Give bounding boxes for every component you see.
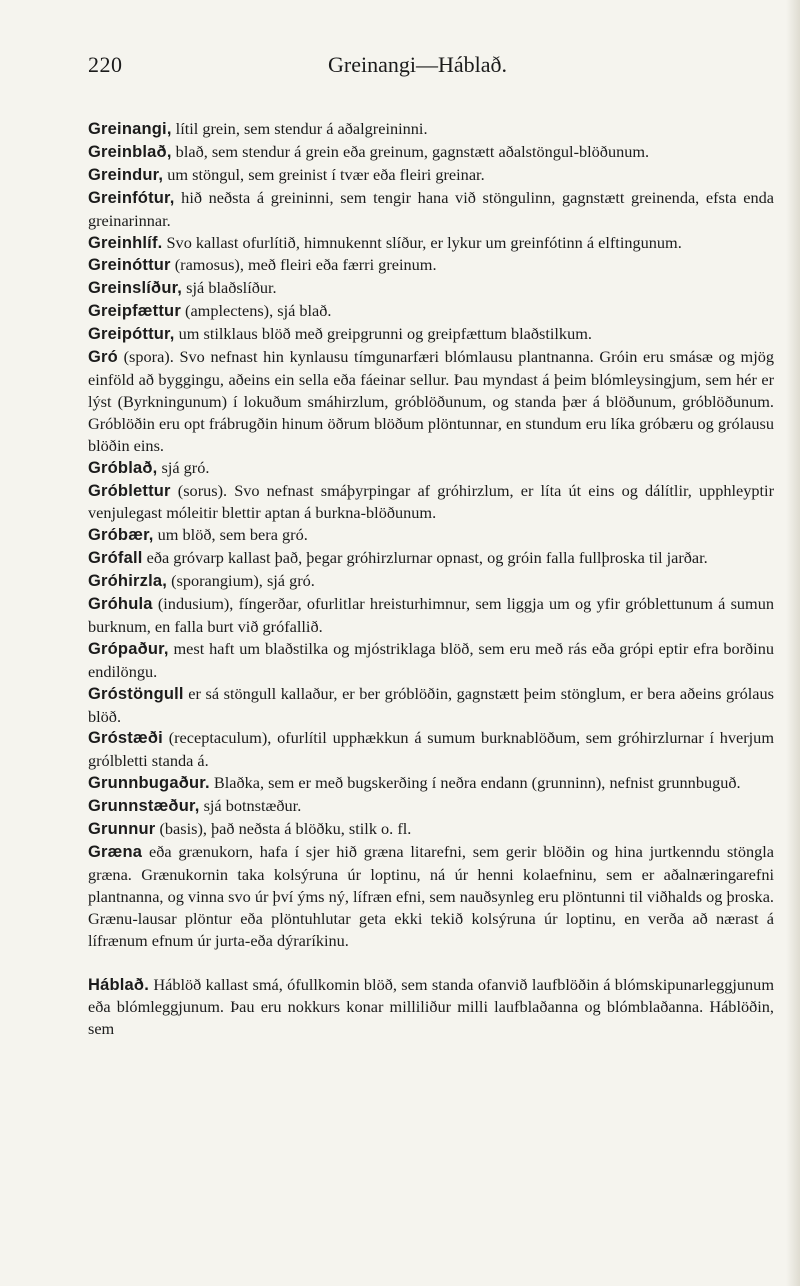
headword: Grópaður,: [88, 639, 169, 658]
glossary-entry: [88, 277, 774, 300]
headword: Gróstöngull: [88, 684, 184, 703]
definition: er sá stöngull kallaður, er ber gróblöðin, gagnstætt þeim stönglum, er bera aðeins grólaus blöð.: [88, 683, 774, 726]
glossary-entry: [88, 593, 774, 638]
definition: (receptaculum), ofurlítil upphækkun á sumum burknablöðum, sem gróhirzlurnar í hverjum grólbletti standa á.: [88, 728, 774, 771]
headword: Greinhlíf.: [88, 233, 163, 252]
headword: Greinangi,: [88, 120, 172, 138]
glossary-entry: [88, 570, 774, 593]
definition: sjá gró.: [157, 457, 210, 477]
headword: Greinslíður,: [88, 279, 183, 298]
glossary-entry: [88, 683, 774, 728]
definition: (sorus). Svo nefnast smáþyrpingar af gróhirzlum, er líta út eins og dálítlir, upphleyptir venjulegast móleitir blettir aptan á burkna-blöðunum.: [88, 480, 774, 523]
definition: um stöngul, sem greinist í tvær eða fleiri greinar.: [163, 164, 485, 184]
definition: (ramosus), með fleiri eða færri greinum.: [170, 255, 437, 275]
headword: Greipfættur: [88, 302, 181, 321]
headword: Greinblað,: [88, 142, 172, 161]
page: [88, 52, 774, 1040]
glossary-entry: [88, 346, 774, 457]
definition: Blaðka, sem er með bugskerðing í neðra endann (grunninn), nefnist grunnbuguð.: [209, 773, 741, 793]
definition: um blöð, sem bera gró.: [153, 525, 308, 545]
glossary-entry: [88, 638, 774, 683]
glossary-entry: [88, 141, 774, 164]
definition: eða grænukorn, hafa í sjer hið græna litarefni, sem gerir blöðin og hina jurtkenndu stöngla græna. Grænukornin taka kolsýruna úr loptinu, ná úr henni kolaefninu, sem er aðalnæringarefni plantnanna, og vinna svo úr því ýms ný, lífræn efni, sem nauðsynleg eru plöntunni til viðhalds og þroska. Grænu-lausar plöntur eða plöntuhlutar geta ekki tekið kolsýruna úr loptinu, en verða að nærast á lífrænum efnum úr jurta-eða dýraríkinu.: [88, 842, 774, 950]
page-edge-shadow: [786, 0, 800, 1286]
glossary-entry: [88, 323, 774, 346]
definition: (spora). Svo nefnast hin kynlausu tímgunarfæri blómlausu plantnanna. Gróin eru smásæ og mjög einföld að byggingu, aðeins ein sella eða fáeinar sellur. Þau myndast á þeim blómleysingjum, sem hér er lýst (Byrkningunum) í lokuðum smáhirzlum, gróblöðunum, og standa þær á blöðunum, gróblöðunum. Gróblöðin eru opt frábrugðin hinum öðrum blöðum plöntunnar, en stundum eru líka gróbæru og grólausu blöðin eins.: [88, 347, 774, 455]
glossary-entry: [88, 164, 774, 187]
page-header: [88, 52, 774, 82]
definition: (indusium), fíngerðar, ofurlitlar hreisturhimnur, sem liggja um og yfir gróblettunum á sumun burknum, en falla burt við grófallið.: [88, 594, 774, 636]
definition: Svo kallast ofurlítið, himnukennt slíður, er lykur um greinfótinn á elftingunum.: [162, 232, 682, 252]
glossary-entries: [88, 118, 774, 952]
glossary-entry: [88, 841, 774, 952]
glossary-entry: [88, 772, 774, 795]
glossary-entry: [88, 818, 774, 841]
section-gap: [88, 952, 774, 974]
definition: blað, sem stendur á grein eða greinum, gagnstætt aðalstöngul-blöðunum.: [171, 141, 650, 161]
headword: Greipóttur,: [88, 325, 175, 344]
headword: Greinóttur: [88, 256, 171, 275]
headword: Grófall: [88, 549, 143, 568]
headword: Greindur,: [88, 165, 164, 184]
definition: (sporangium), sjá gró.: [167, 571, 315, 591]
definition: sjá blaðslíður.: [182, 278, 277, 298]
glossary-entry: [88, 118, 774, 141]
headword: Gróhula: [88, 595, 153, 614]
headword: Gróblað,: [88, 458, 158, 477]
glossary-entry: [88, 727, 774, 772]
glossary-entry: [88, 187, 774, 232]
glossary-entry-final: [88, 974, 774, 1041]
headword: Gróblettur: [88, 481, 171, 500]
glossary-entry: [88, 480, 774, 525]
glossary-entry: [88, 232, 774, 255]
glossary-entry: [88, 795, 774, 818]
definition: (basis), það neðsta á blöðku, stilk o. fl.: [155, 819, 412, 839]
definition: eða gróvarp kallast það, þegar gróhirzlurnar opnast, og gróin falla fullþroska til jarðar.: [142, 548, 708, 568]
definition: mest haft um blaðstilka og mjóstriklaga blöð, sem eru með rás eða grópi eptir efra borðinu endilöngu.: [88, 638, 774, 681]
definition: (amplectens), sjá blað.: [180, 301, 332, 321]
headword: Háblað.: [88, 975, 149, 994]
page-number: 220: [88, 52, 123, 77]
glossary-entry: [88, 254, 774, 277]
headword: Gróhirzla,: [88, 572, 168, 591]
definition: um stilklaus blöð með greipgrunni og greipfættum blaðstilkum.: [174, 324, 592, 344]
headword: Greinfótur,: [88, 188, 175, 207]
running-head: Greinangi—Háblað.: [328, 52, 507, 77]
headword: Gróbær,: [88, 526, 154, 545]
headword: Gróstæði: [88, 729, 163, 748]
headword: Græna: [88, 843, 143, 861]
headword: Gró: [88, 348, 118, 367]
headword: Grunnbugaður.: [88, 774, 210, 793]
headword: Grunnur: [88, 820, 156, 839]
definition: sjá botnstæður.: [199, 796, 302, 816]
headword: Grunnstæður,: [88, 797, 200, 816]
glossary-entry: [88, 457, 774, 480]
definition: hið neðsta á greininni, sem tengir hana við stöngulinn, gagnstætt greinenda, efsta enda greinarinnar.: [88, 187, 774, 230]
definition: Háblöð kallast smá, ófullkomin blöð, sem standa ofanvið laufblöðin á blómskipunarleggjunum eða blómleggjunum. Þau eru nokkurs konar milliliður milli laufblaðanna og blómblaðanna. Háblöðin, sem: [88, 974, 774, 1039]
definition: lítil grein, sem stendur á aðalgreininni.: [171, 119, 428, 138]
glossary-entry: [88, 547, 774, 570]
glossary-entry: [88, 524, 774, 547]
glossary-entry: [88, 300, 774, 323]
